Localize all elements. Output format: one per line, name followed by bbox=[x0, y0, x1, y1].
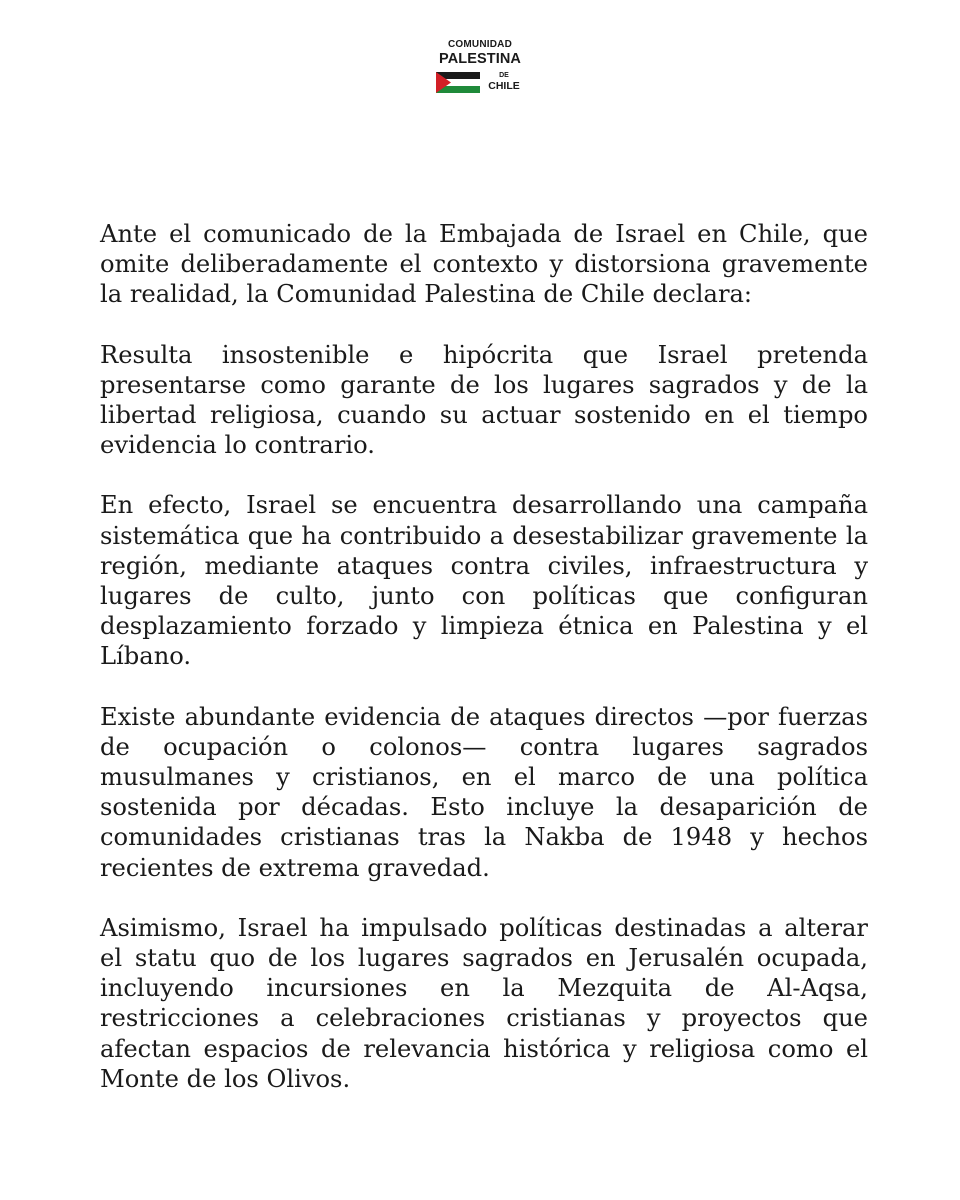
paragraph-5: Asimismo, Israel ha impulsado políticas destinadas a alterar el statu quo de los lugares sagrados en Jerusalén ocupada, incluyendo incursiones en la Mezquita de Al-Aqsa, restricciones a celebraciones cristianas y proyectos que afectan espacios de relevancia histórica y religiosa como el Monte de los Olivos. bbox=[100, 913, 868, 1093]
palestine-flag-icon bbox=[436, 72, 480, 93]
paragraph-2: Resulta insostenible e hipócrita que Israel pretenda presentarse como garante de los lugares sagrados y de la libertad religiosa, cuando su actuar sostenido en el tiempo evidencia lo contrario. bbox=[100, 340, 868, 460]
logo-text-palestina: PALESTINA bbox=[439, 51, 521, 67]
organization-logo bbox=[434, 39, 526, 95]
logo-text-comunidad: COMUNIDAD bbox=[447, 39, 513, 50]
statement-body bbox=[100, 219, 868, 1124]
paragraph-1: Ante el comunicado de la Embajada de Israel en Chile, que omite deliberadamente el contexto y distorsiona gravemente la realidad, la Comunidad Palestina de Chile declara: bbox=[100, 220, 868, 309]
paragraph-3: En efecto, Israel se encuentra desarrollando una campaña sistemática que ha contribuido a desestabilizar gravemente la región, mediante ataques contra civiles, infraestructura y lugares de culto, junto con políticas que configuran desplazamiento forzado y limpieza étnica en Palestina y el Líbano. bbox=[100, 491, 868, 671]
logo-text-chile: CHILE bbox=[488, 80, 520, 92]
paragraph-4: Existe abundante evidencia de ataques directos —por fuerzas de ocupación o colonos— contra lugares sagrados musulmanes y cristianos, en el marco de una política sostenida por décadas. Esto incluye la desaparición de comunidades cristianas tras la Nakba de 1948 y hechos recientes de extrema gravedad. bbox=[100, 702, 868, 882]
logo-text-de: DE bbox=[499, 72, 509, 79]
